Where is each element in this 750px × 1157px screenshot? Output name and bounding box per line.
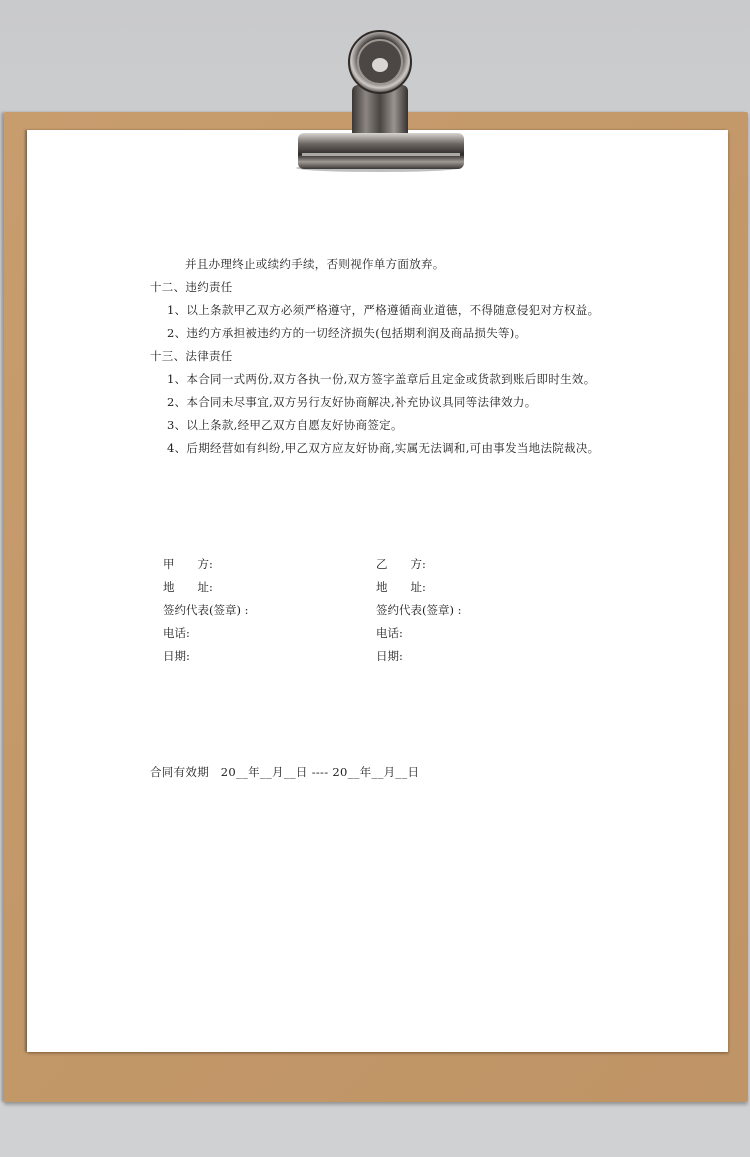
binder-clip-icon — [290, 25, 470, 175]
contract-validity-period: 合同有效期 20__年__月__日 ---- 20__年__月__日 — [150, 765, 420, 779]
party-b-label: 乙 方: — [376, 557, 426, 571]
party-a-phone-label: 电话: — [163, 626, 190, 640]
party-b-address-label: 地 址: — [376, 580, 426, 594]
continuation-text: 并且办理终止或续约手续，否则视作单方面放弃。 — [185, 257, 445, 271]
clause-text: 2、违约方承担被违约方的一切经济损失(包括期利润及商品损失等)。 — [167, 326, 527, 340]
party-a-date-label: 日期: — [163, 649, 190, 663]
clause-text: 2、本合同未尽事宜,双方另行友好协商解决,补充协议具同等法律效力。 — [167, 395, 537, 409]
clause-text: 1、以上条款甲乙双方必须严格遵守，严格遵循商业道德，不得随意侵犯对方权益。 — [167, 303, 600, 317]
section-heading-legal-liability: 十三、法律责任 — [150, 349, 233, 363]
clause-text: 4、后期经营如有纠纷,甲乙双方应友好协商,实属无法调和,可由事发当地法院裁决。 — [167, 441, 600, 455]
party-b-representative-label: 签约代表(签章) : — [376, 603, 462, 617]
party-a-representative-label: 签约代表(签章) : — [163, 603, 249, 617]
party-b-date-label: 日期: — [376, 649, 403, 663]
section-heading-breach-liability: 十二、违约责任 — [150, 280, 233, 294]
party-a-label: 甲 方: — [163, 557, 213, 571]
party-b-phone-label: 电话: — [376, 626, 403, 640]
clause-text: 3、以上条款,经甲乙双方自愿友好协商签定。 — [167, 418, 403, 432]
clause-text: 1、本合同一式两份,双方各执一份,双方签字盖章后且定金或货款到账后即时生效。 — [167, 372, 596, 386]
party-a-address-label: 地 址: — [163, 580, 213, 594]
